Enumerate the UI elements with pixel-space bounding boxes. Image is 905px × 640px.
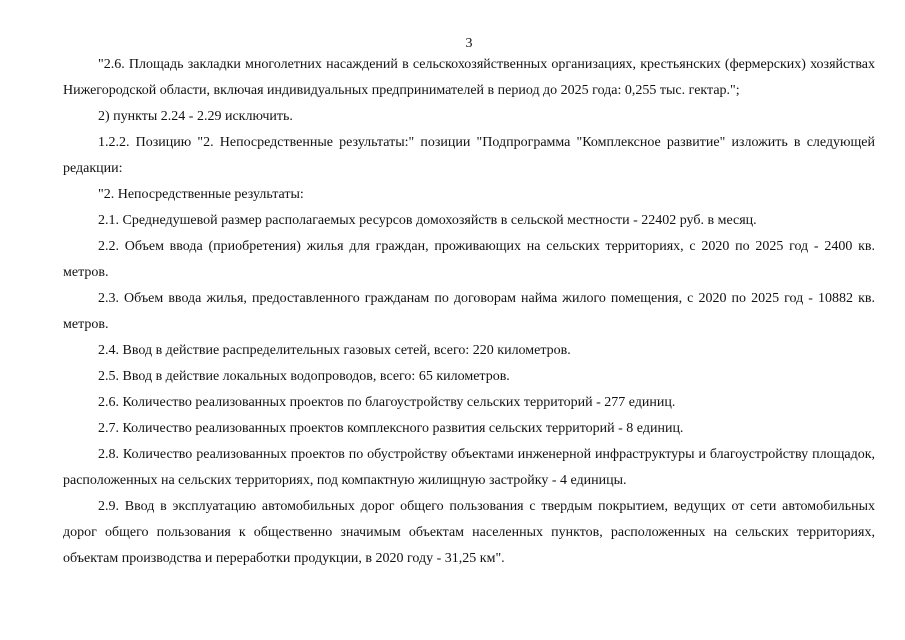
paragraph-2-4: 2.4. Ввод в действие распределительных газовых сетей, всего: 220 километров. bbox=[98, 343, 571, 358]
paragraph-2-9: 2.9. Ввод в эксплуатацию автомобильных дорог общего пользования с твердым покрытием, ведущих от сети автомобильных дорог общего пользования к общественно значимым объектам населенных пунктов, расположенных на сельских территориях, объектам производства и переработки продукции, в 2020 году - 31,25 км". bbox=[63, 499, 875, 566]
paragraph-2-5: 2.5. Ввод в действие локальных водопроводов, всего: 65 километров. bbox=[98, 369, 510, 384]
page-number: 3 bbox=[465, 36, 473, 51]
paragraph-2-1: 2.1. Среднедушевой размер располагаемых ресурсов домохозяйств в сельской местности - 22402 руб. в месяц. bbox=[98, 213, 757, 228]
paragraph-2-2: 2.2. Объем ввода (приобретения) жилья для граждан, проживающих на сельских территориях, с 2020 по 2025 год - 2400 кв. метров. bbox=[63, 239, 875, 280]
document-body bbox=[63, 52, 875, 572]
paragraph-2-7: 2.7. Количество реализованных проектов комплексного развития сельских территорий - 8 единиц. bbox=[98, 421, 684, 436]
paragraph-results-heading: "2. Непосредственные результаты: bbox=[98, 187, 304, 202]
paragraph-2-8: 2.8. Количество реализованных проектов по обустройству объектами инженерной инфраструктуры и благоустройству площадок, расположенных на сельских территориях, под компактную жилищную застройку - 4 единицы. bbox=[63, 447, 875, 488]
paragraph-1-2-2: 1.2.2. Позицию "2. Непосредственные результаты:" позиции "Подпрограмма "Комплексное развитие" изложить в следующей редакции: bbox=[63, 135, 875, 176]
document-page bbox=[63, 0, 875, 640]
paragraph-2-6: 2.6. Количество реализованных проектов по благоустройству сельских территорий - 277 единиц. bbox=[98, 395, 676, 410]
paragraph-2-6-area: "2.6. Площадь закладки многолетних насаждений в сельскохозяйственных организациях, крестьянских (фермерских) хозяйствах Нижегородской области, включая индивидуальных предпринимателей в период до 2025 года: 0,255 тыс. гектар."; bbox=[63, 57, 875, 98]
paragraph-2-3: 2.3. Объем ввода жилья, предоставленного гражданам по договорам найма жилого помещения, с 2020 по 2025 год - 10882 кв. метров. bbox=[63, 291, 875, 332]
paragraph-exclude-items: 2) пункты 2.24 - 2.29 исключить. bbox=[98, 109, 293, 124]
